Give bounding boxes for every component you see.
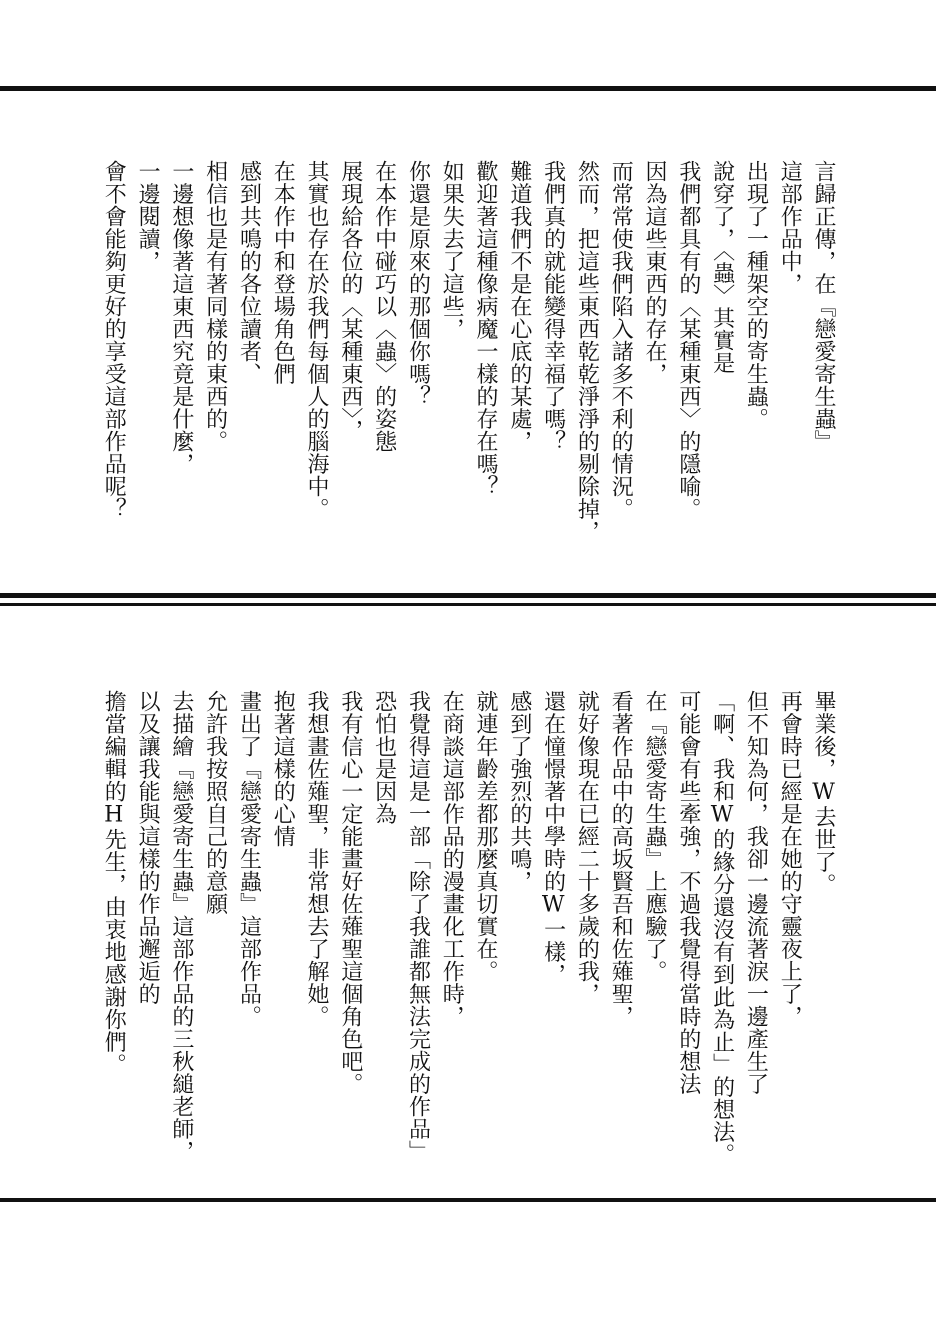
text-line: 我有信心一定能畫好佐薙聖這個角色吧。	[337, 690, 363, 1095]
text-line: 畫出了『戀愛寄生蟲』這部作品。	[236, 690, 262, 1028]
text-line: 抱著這樣的心情	[270, 690, 296, 848]
text-line: 再會時已經是在她的守靈夜上了，	[777, 690, 803, 1028]
text-line: 允許我按照自己的意願	[202, 690, 228, 915]
text-line: 我們真的就能變得幸福了嗎？	[540, 160, 566, 453]
middle-rule-lower	[0, 603, 936, 606]
bottom-rule	[0, 1198, 936, 1202]
text-line: 會不會能夠更好的享受這部作品呢？	[101, 160, 127, 520]
text-line: 其實也存在於我們每個人的腦海中。	[304, 160, 330, 520]
text-line: 我想畫佐薙聖，非常想去了解她。	[304, 690, 330, 1028]
text-line: 這部作品中，	[777, 160, 803, 295]
text-line: 可能會有些牽強，不過我覺得當時的想法	[675, 690, 701, 1095]
text-line: 在本作中和登場角色們	[270, 160, 296, 385]
text-line: 而常常使我們陷入諸多不利的情況。	[608, 160, 634, 520]
text-line: 在本作中碰巧以〈蟲〉的姿態	[371, 160, 397, 453]
text-line: 擔當編輯的H先生，由衷地感謝你們。	[101, 690, 127, 1076]
afterword-top-text	[60, 160, 840, 560]
text-line: 一邊想像著這東西究竟是什麼，	[168, 160, 194, 475]
text-line: 但不知為何，我卻一邊流著淚一邊產生了	[743, 690, 769, 1095]
afterword-bottom-text	[60, 690, 840, 1166]
text-line: 恐怕也是因為	[371, 690, 397, 825]
text-line: 「啊、我和W的緣分還沒有到此為止」的想法。	[709, 690, 735, 1166]
text-line: 如果失去了這些，	[439, 160, 465, 340]
text-line: 展現給各位的〈某種東西〉，	[337, 160, 363, 442]
text-line: 出現了一種架空的寄生蟲。	[743, 160, 769, 430]
text-line: 然而，把這些東西乾乾淨淨的剔除掉，	[574, 160, 600, 543]
text-line: 歡迎著這種像病魔一樣的存在嗎？	[473, 160, 499, 498]
text-line: 因為這些東西的存在，	[642, 160, 668, 385]
middle-rule-upper	[0, 593, 936, 598]
text-line: 說穿了，〈蟲〉其實是	[709, 160, 735, 374]
text-line: 我覺得這是一部「除了我誰都無法完成的作品」	[405, 690, 431, 1163]
text-line: 在『戀愛寄生蟲』上應驗了。	[642, 690, 668, 983]
text-line: 相信也是有著同樣的東西的。	[202, 160, 228, 453]
top-rule	[0, 86, 936, 91]
text-line: 你還是原來的那個你嗎？	[405, 160, 431, 408]
text-line: 感到共鳴的各位讀者、	[236, 160, 262, 385]
text-line: 在商談這部作品的漫畫化工作時，	[439, 690, 465, 1028]
text-line: 畢業後，W去世了。	[811, 690, 836, 896]
text-line: 看著作品中的高坂賢吾和佐薙聖，	[608, 690, 634, 1028]
text-line: 就連年齡差都那麼真切實在。	[473, 690, 499, 983]
text-line: 一邊閱讀，	[135, 160, 161, 273]
text-line: 言歸正傳，在『戀愛寄生蟲』	[811, 160, 836, 453]
text-line: 我們都具有的〈某種東西〉的隱喻。	[675, 160, 701, 520]
text-line: 難道我們不是在心底的某處，	[506, 160, 532, 453]
text-line: 還在憧憬著中學時的W一樣，	[540, 690, 566, 986]
text-line: 以及讓我能與這樣的作品邂逅的	[135, 690, 161, 1005]
text-line: 感到了強烈的共鳴，	[506, 690, 532, 893]
text-line: 去描繪『戀愛寄生蟲』這部作品的三秋縋老師，	[168, 690, 194, 1163]
text-line: 就好像現在已經二十多歲的我，	[574, 690, 600, 1005]
